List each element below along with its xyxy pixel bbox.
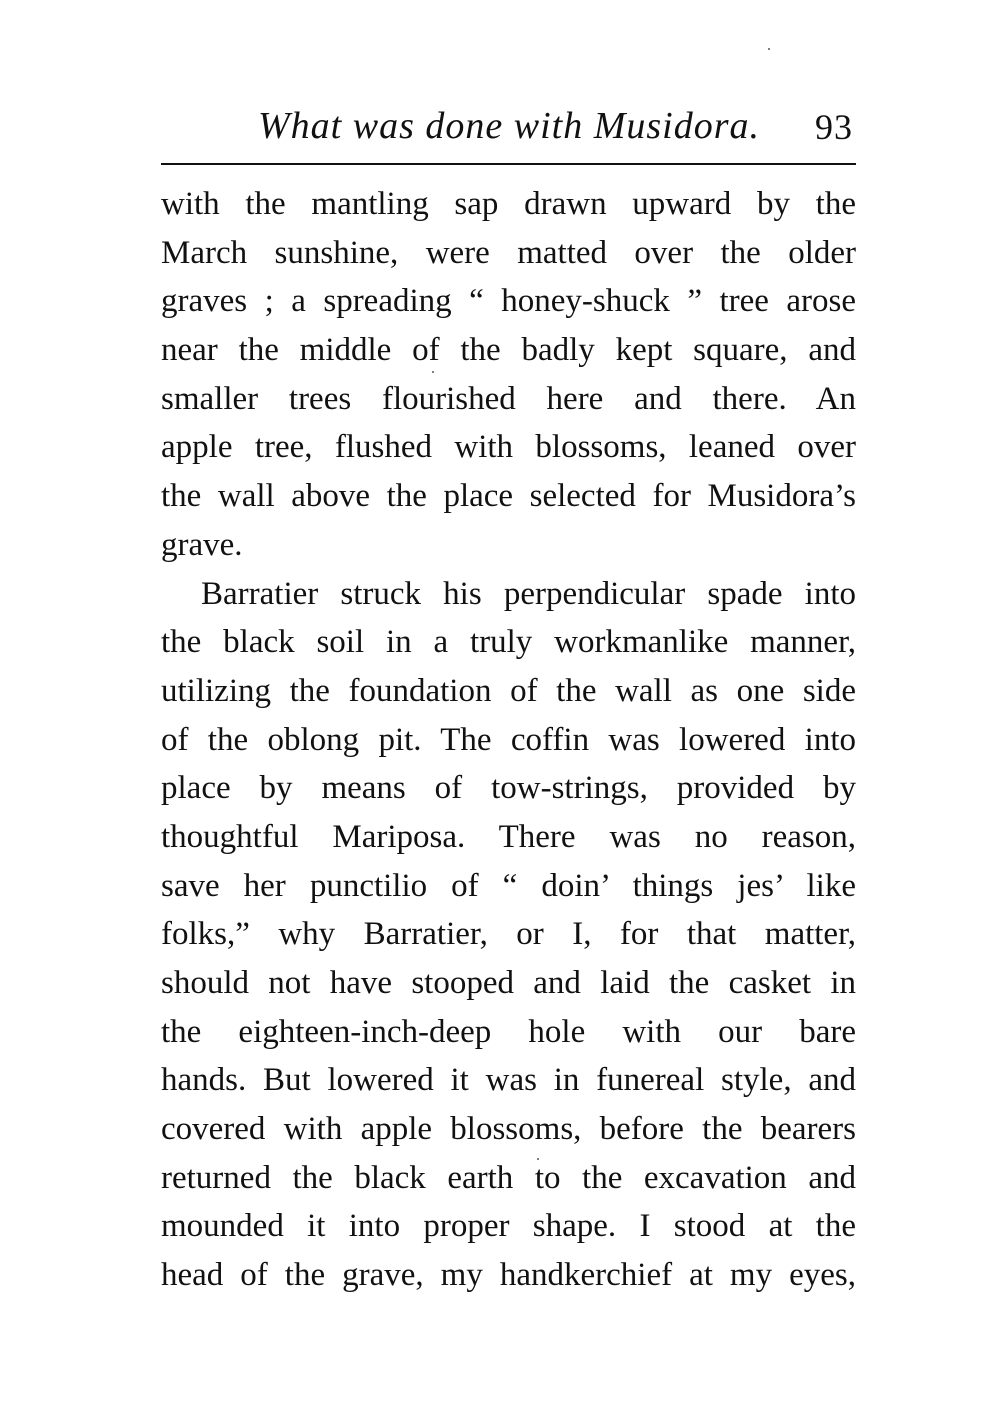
text-line: folks,” why Barratier, or I, for that matter, [161, 916, 856, 953]
text-line: mounded it into proper shape. I stood at the [161, 1208, 856, 1245]
text-line: returned the black earth to the excavation and [161, 1159, 856, 1196]
text-line: covered with apple blossoms, before the bearers [161, 1111, 856, 1148]
paragraph-first-line: Barratier struck his perpendicular spade into [201, 575, 856, 612]
text-line: near the middle of the badly kept square, and [161, 332, 856, 369]
text-line: save her punctilio of “ doin’ things jes’ like [161, 867, 856, 904]
text-line: should not have stooped and laid the casket in [161, 965, 856, 1001]
paper-speck [537, 1158, 539, 1160]
running-title: What was done with Musidora. [258, 105, 760, 147]
paper-speck [432, 371, 434, 373]
page-number: 93 [815, 107, 853, 147]
paragraph-last-line: grave. [161, 526, 243, 563]
text-line: apple tree, flushed with blossoms, leaned over [161, 429, 856, 466]
running-head [160, 104, 855, 154]
text-line: place by means of tow-strings, provided by [161, 770, 856, 807]
text-line: graves ; a spreading “ honey-shuck ” tree arose [161, 283, 856, 320]
text-line: head of the grave, my handkerchief at my eyes, [161, 1257, 856, 1294]
text-line: utilizing the foundation of the wall as one side [161, 672, 856, 709]
text-line: the black soil in a truly workmanlike manner, [161, 624, 856, 661]
text-line: smaller trees flourished here and there. An [161, 380, 856, 417]
text-line: March sunshine, were matted over the older [161, 234, 856, 271]
header-rule [161, 163, 856, 165]
text-line: of the oblong pit. The coffin was lowered into [161, 721, 856, 758]
text-line: hands. But lowered it was in funereal style, and [161, 1062, 856, 1099]
paper-speck [768, 48, 770, 50]
text-line: the eighteen-inch-deep hole with our bare [161, 1013, 856, 1050]
text-line: the wall above the place selected for Musidora’s [161, 478, 856, 515]
body-text [161, 180, 856, 1300]
text-line: with the mantling sap drawn upward by the [161, 186, 856, 222]
text-line: thoughtful Mariposa. There was no reason, [161, 818, 856, 855]
